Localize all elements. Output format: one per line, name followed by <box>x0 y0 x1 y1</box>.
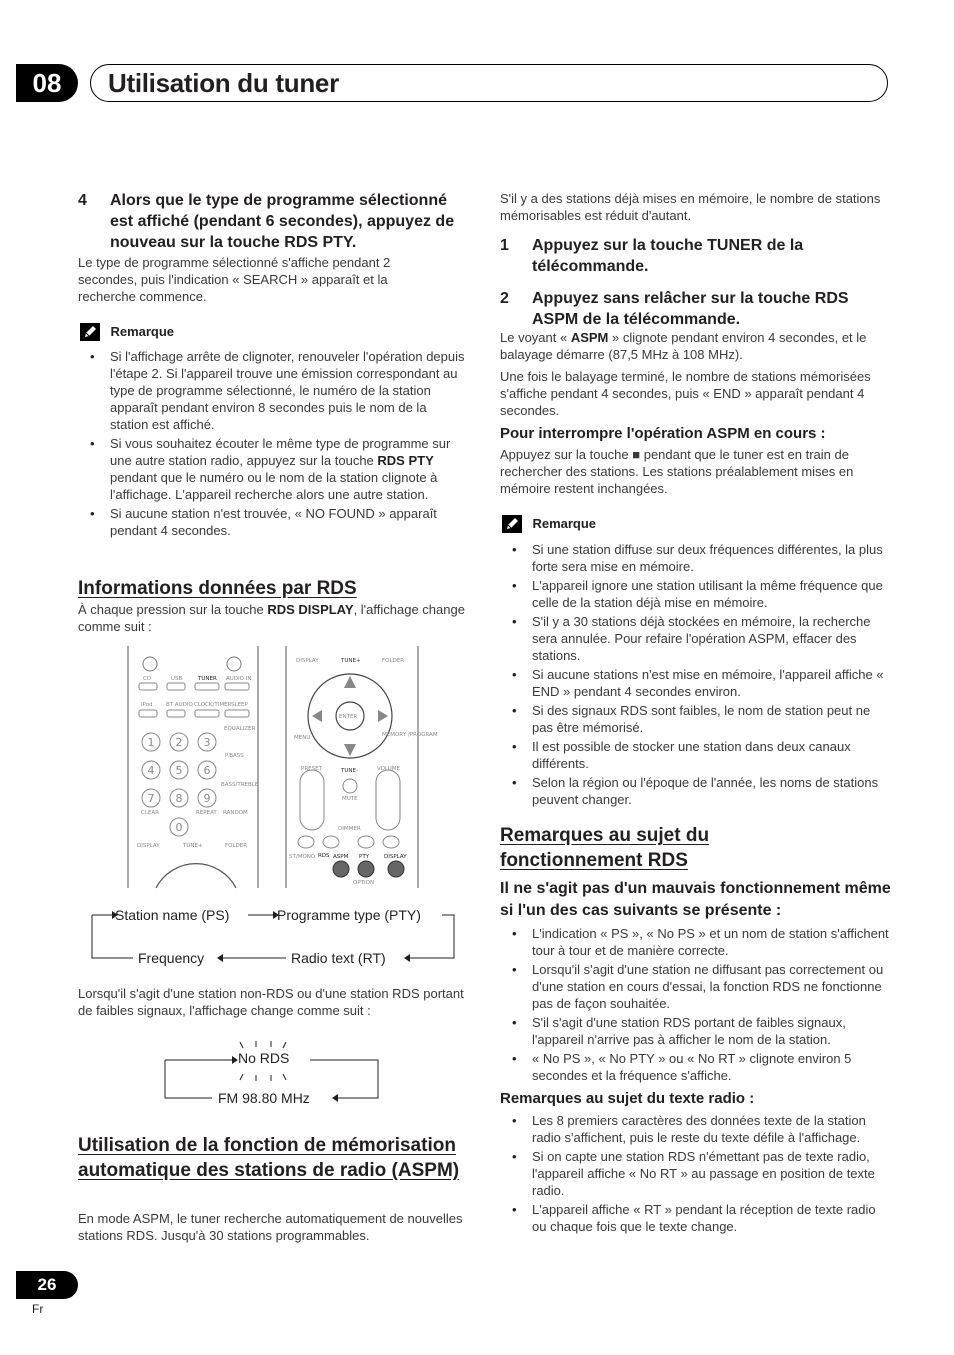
rds-intro-text: À chaque pression sur la touche <box>78 602 268 617</box>
remote-label: TUNE+ <box>341 658 361 664</box>
number-key: 4 <box>147 764 155 777</box>
remote-label: BASS/TREBLE <box>221 782 259 788</box>
note-title: Remarque <box>532 516 597 532</box>
step-text: Appuyez sur la touche TUNER de la télécommande. <box>532 237 804 275</box>
remote-label: TUNE- <box>341 768 358 774</box>
remote-label: USB <box>171 676 183 682</box>
rds-intro <box>78 601 470 635</box>
rds-display-key: RDS DISPLAY <box>267 602 354 617</box>
step-1 <box>500 235 888 277</box>
chapter-title: Utilisation du tuner <box>108 68 339 98</box>
remote-label: PRESET <box>301 766 322 772</box>
list-item: • S'il y a 30 stations déjà stockées en mémoire, la recherche sera annulée. Pour refaire l'opération ASPM, effacer des stations. <box>500 613 892 664</box>
non-rds-text: Lorsqu'il s'agit d'une station non-RDS ou d'une station RDS portant de faibles signaux, l'affichage change comme suit : <box>78 986 464 1018</box>
number-key: 0 <box>175 821 183 834</box>
list-item: • Selon la région ou l'époque de l'année, les noms de stations peuvent changer. <box>500 774 892 808</box>
remote-label: CLOCK/TIMER <box>194 702 232 708</box>
step-number: 4 <box>78 192 87 209</box>
list-item: • Si aucune station n'est trouvée, « NO FOUND » apparaît pendant 4 secondes. <box>78 505 468 539</box>
remote-label: P.BASS <box>225 753 244 759</box>
step-2-body-2: Une fois le balayage terminé, le nombre de stations mémorisées s'affiche pendant 4 secondes, puis « END » apparaît pendant 4 secondes. <box>500 369 871 418</box>
remote-label: TUNE+ <box>183 843 203 849</box>
remote-label: iPod <box>141 702 153 708</box>
step-2 <box>500 288 888 330</box>
list-item: • Si aucune stations n'est mise en mémoire, l'appareil affiche « END » pendant 4 secondes environ. <box>500 666 892 700</box>
list-item: • L'appareil ignore une station utilisant la même fréquence que celle de la station déjà mise en mémoire. <box>500 577 892 611</box>
list-item: • L'indication « PS », « No PS » et un nom de station s'affichent tour à tour et de manière correcte. <box>500 925 892 959</box>
pencil-note-icon <box>80 323 100 341</box>
step-text: Alors que le type de programme sélectionné est affiché (pendant 6 secondes), appuyez de nouveau sur la touche RDS PTY. <box>110 192 455 251</box>
step-2-body <box>500 329 888 363</box>
list-item: • S'il s'agit d'une station RDS portant de faibles signaux, l'appareil n'arrive pas à afficher le nom de la station. <box>500 1014 892 1048</box>
radio-text-list <box>500 1112 892 1237</box>
note-heading <box>80 323 174 341</box>
cycle-radio-text: Radio text (RT) <box>291 950 386 966</box>
note-title: Remarque <box>110 324 175 340</box>
remote-label: EQUALIZER <box>224 726 256 732</box>
remote-label: DISPLAY <box>384 854 407 860</box>
no-rds-label: No RDS <box>238 1050 290 1066</box>
cycle-programme-type: Programme type (PTY) <box>277 907 421 923</box>
interrupt-heading: Pour interrompre l'opération ASPM en cours : <box>500 425 826 442</box>
number-key: 8 <box>175 792 183 805</box>
remote-label: ENTER <box>339 714 358 720</box>
step-4 <box>78 190 470 305</box>
cycle-station-name: Station name (PS) <box>115 907 230 923</box>
remote-label: CLEAR <box>141 810 159 816</box>
number-key: 2 <box>175 736 183 749</box>
number-key: 1 <box>147 736 155 749</box>
remote-label: ASPM <box>333 854 349 860</box>
section-heading-aspm: Utilisation de la fonction de mémorisation automatique des stations de radio (ASPM) <box>78 1135 460 1181</box>
not-malfunction-list <box>500 925 892 1086</box>
remote-label: RANDOM <box>223 810 248 816</box>
number-key: 9 <box>203 792 211 805</box>
remote-label: SLEEP <box>231 702 248 708</box>
note-heading <box>502 515 596 533</box>
list-item: • « No PS », « No PTY » ou « No RT » clignote environ 5 secondes et la fréquence s'affiche. <box>500 1050 892 1084</box>
step-text: Appuyez sans relâcher sur la touche RDS ASPM de la télécommande. <box>532 290 849 328</box>
list-item: • Si vous souhaitez écouter le même type de programme sur une autre station radio, appuyez sur la touche RDS PTY pendant que le numéro ou le nom de la station clignote à l'affichage. L'appareil recherche alors une autre station. <box>78 435 468 503</box>
not-malfunction-heading: Il ne s'agit pas d'un mauvais fonctionnement même si l'un des cas suivants se présente : <box>500 880 891 919</box>
section-heading-rds-info: Informations données par RDS <box>78 578 357 599</box>
list-item: • Si des signaux RDS sont faibles, le nom de station peut ne pas être mémorisé. <box>500 702 892 736</box>
non-rds-diagram <box>160 1038 385 1110</box>
remote-label: MEMORY /PROGRAM <box>382 732 438 738</box>
radio-text-heading: Remarques au sujet du texte radio : <box>500 1090 755 1107</box>
cycle-frequency: Frequency <box>138 950 205 966</box>
remote-label: TUNER <box>198 676 217 682</box>
remote-label: RDS <box>318 853 330 859</box>
remote-label: FOLDER <box>225 843 248 849</box>
list-item: • Si une station diffuse sur deux fréquences différentes, la plus forte sera mise en mémoire. <box>500 541 892 575</box>
note-list <box>500 541 892 810</box>
number-key: 7 <box>147 792 155 805</box>
number-key: 6 <box>203 764 211 777</box>
step-2-body-text-end: » clignote pendant environ 4 secondes, et le balayage démarre (87,5 MHz à 108 MHz). <box>500 330 867 362</box>
list-item: • Lorsqu'il s'agit d'une station ne diffusant pas correctement ou d'une station en cours d'essai, la fonction RDS ne fonctionne pas de façon souhaitée. <box>500 961 892 1012</box>
step-2-body-text: Le voyant « <box>500 330 571 345</box>
step-number: 1 <box>500 237 509 254</box>
note-list <box>78 348 468 541</box>
aspm-intro: S'il y a des stations déjà mises en mémoire, le nombre de stations mémorisables est réduit d'autant. <box>500 191 881 223</box>
remote-label: DIMMER <box>338 826 361 832</box>
frequency-label: FM 98.80 MHz <box>218 1090 310 1106</box>
remote-label: MUTE <box>342 796 358 802</box>
remote-label: FOLDER <box>382 658 405 664</box>
chapter-number: 08 <box>16 64 78 102</box>
number-key: 3 <box>203 736 211 749</box>
remote-label: DISPLAY <box>137 843 160 849</box>
rds-intro-text-end: , l'affichage change comme suit : <box>78 602 465 634</box>
interrupt-body: Appuyez sur la touche ■ pendant que le tuner est en train de rechercher des stations. Les stations préalablement mises en mémoire restent inchangées. <box>500 447 854 496</box>
list-item: • L'appareil affiche « RT » pendant la réception de texte radio ou chaque fois que le texte change. <box>500 1201 892 1235</box>
remote-label: VOLUME <box>377 766 401 772</box>
section-heading-rds-notes: Remarques au sujet du fonctionnement RDS <box>500 825 710 871</box>
step-number: 2 <box>500 290 509 307</box>
list-item: • Si on capte une station RDS n'émettant pas de texte radio, l'appareil affiche « No RT » au passage en position de texte radio. <box>500 1148 892 1199</box>
remote-label: CD <box>143 676 152 682</box>
list-item: • Les 8 premiers caractères des données texte de la station radio s'affichent, puis le reste du texte défile à l'affichage. <box>500 1112 892 1146</box>
remote-control-illustration <box>126 646 438 888</box>
language-code: Fr <box>32 1302 44 1316</box>
list-item: • Si l'affichage arrête de clignoter, renouveler l'opération depuis l'étape 2. Si l'appareil trouve une émission correspondant au type de programme sélectionné, le numéro de la station apparaît pendant environ 8 secondes puis le nom de la station est affiché. <box>78 348 468 433</box>
remote-label: PTY <box>359 854 370 860</box>
remote-label: AUDIO IN <box>226 676 252 682</box>
page-number: 26 <box>16 1271 78 1299</box>
list-item: • Il est possible de stocker une station dans deux canaux différents. <box>500 738 892 772</box>
step-body: Le type de programme sélectionné s'affiche pendant 2 secondes, puis l'indication « SEARCH » apparaît et la recherche commence. <box>78 255 391 304</box>
remote-label: REPEAT <box>196 810 217 816</box>
remote-label: MENU <box>294 735 311 741</box>
number-key: 5 <box>175 764 183 777</box>
remote-label: ST/MONO <box>289 854 316 860</box>
rds-cycle-diagram <box>88 903 460 973</box>
aspm-body: En mode ASPM, le tuner recherche automatiquement de nouvelles stations RDS. Jusqu'à 30 stations programmables. <box>78 1211 463 1243</box>
pencil-note-icon <box>502 515 522 533</box>
remote-label: OPTION <box>353 880 375 886</box>
remote-label: DISPLAY <box>296 658 319 664</box>
aspm-indicator: ASPM <box>570 330 609 345</box>
remote-label: BT AUDIO <box>166 702 193 708</box>
